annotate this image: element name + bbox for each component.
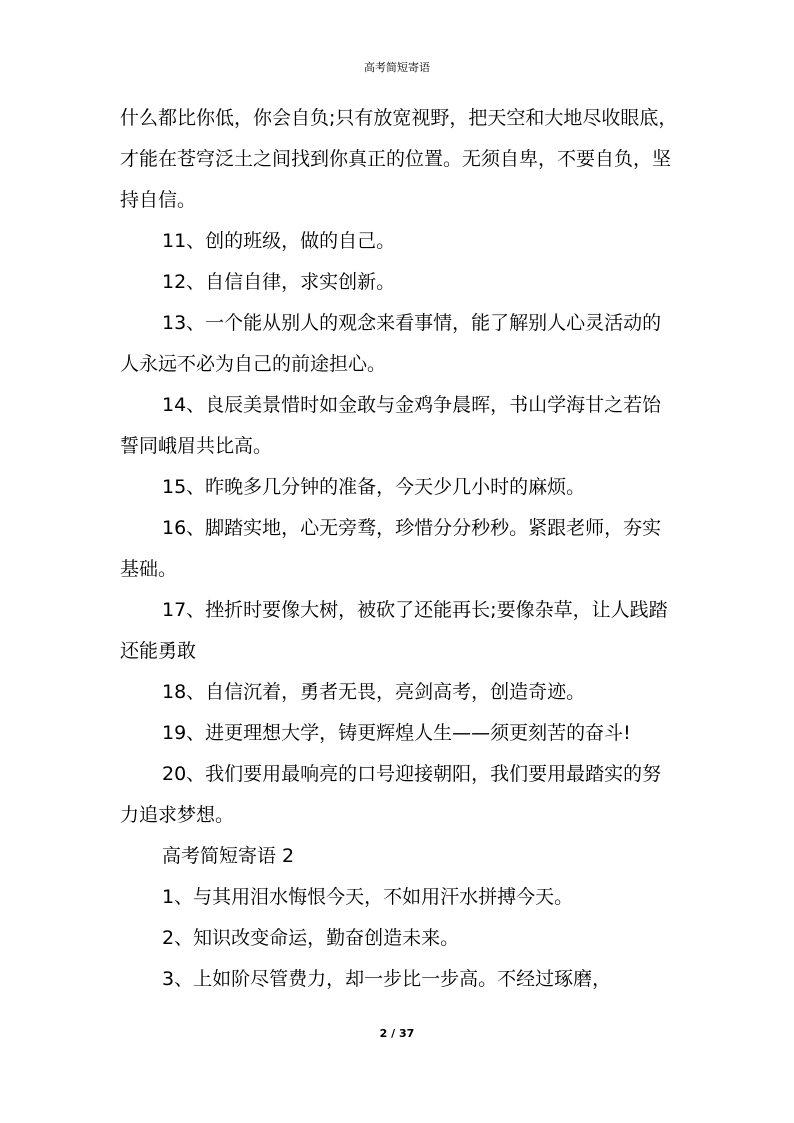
- paragraph: 什么都比你低，你会自负;只有放宽视野，把天空和大地尽收眼底，才能在苍穹泛土之间找到你真正的位置。无须自卑，不要自负，坚持自信。: [120, 107, 678, 211]
- paragraph: 17、挫折时要像大树，被砍了还能再长;要像杂草，让人践踏还能勇敢: [120, 599, 668, 662]
- paragraph: 15、昨晚多几分钟的准备，今天少几小时的麻烦。: [162, 476, 586, 498]
- page-header: [0, 60, 794, 76]
- paragraph: 12、自信自律，求实创新。: [162, 271, 396, 293]
- section-heading: 高考简短寄语 2: [162, 845, 295, 867]
- paragraph: 3、上如阶尽管费力，却一步比一步高。不经过琢磨，: [162, 968, 612, 990]
- paragraph: 16、脚踏实地，心无旁骛，珍惜分分秒秒。紧跟老师，夯实基础。: [120, 517, 662, 580]
- paragraph: 1、与其用泪水悔恨今天，不如用汗水拼搏今天。: [162, 886, 574, 908]
- paragraph: 2、知识改变命运，勤奋创造未来。: [162, 927, 460, 949]
- document-body: [120, 98, 680, 1000]
- paragraph: 11、创的班级，做的自己。: [162, 230, 396, 252]
- page-footer: [0, 1026, 794, 1042]
- page-indicator: 2 / 37: [379, 1027, 415, 1040]
- paragraph: 19、进更理想大学，铸更辉煌人生——须更刻苦的奋斗!: [162, 722, 631, 744]
- paragraph: 14、良辰美景惜时如金敢与金鸡争晨晖，书山学海甘之若饴誓同峨眉共比高。: [120, 394, 662, 457]
- header-title: 高考简短寄语: [364, 61, 430, 74]
- paragraph: 18、自信沉着，勇者无畏，亮剑高考，创造奇迹。: [162, 681, 586, 703]
- paragraph: 20、我们要用最响亮的口号迎接朝阳，我们要用最踏实的努力追求梦想。: [120, 763, 662, 826]
- paragraph: 13、一个能从别人的观念来看事情，能了解别人心灵活动的人永远不必为自己的前途担心。: [120, 312, 662, 375]
